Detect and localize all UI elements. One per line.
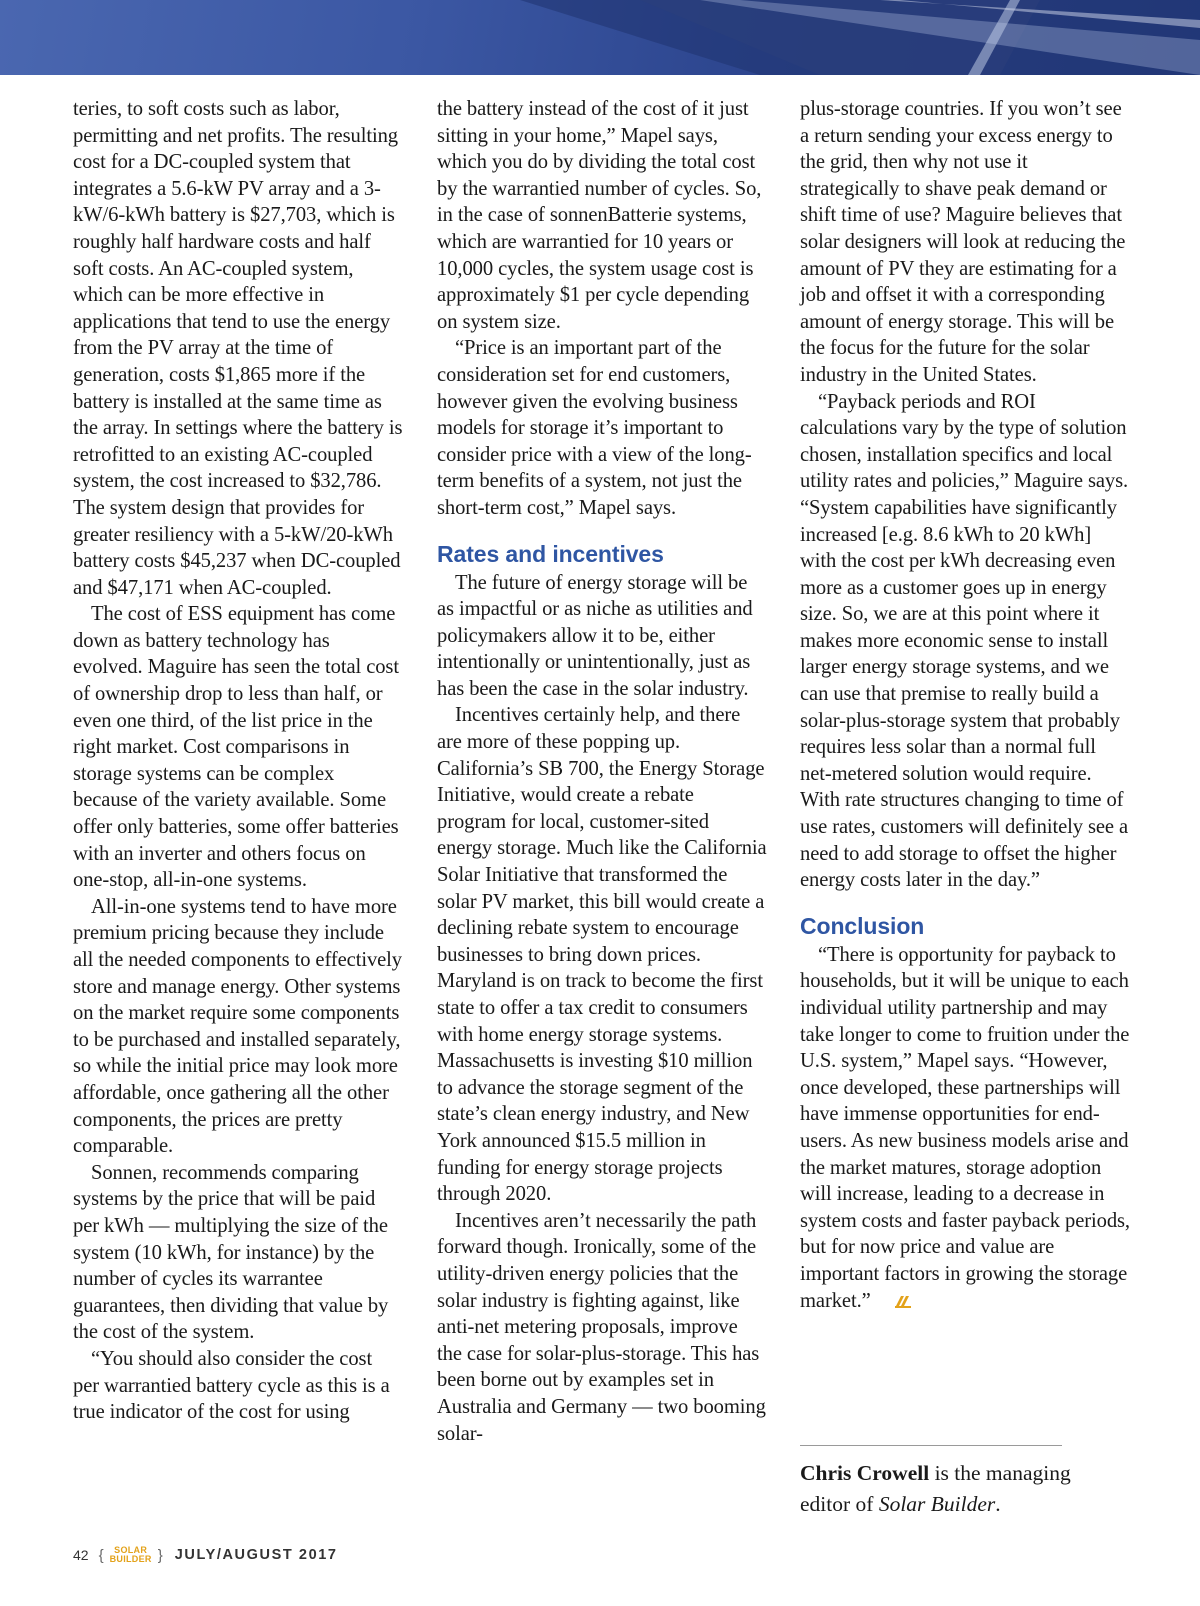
paragraph: teries, to soft costs such as labor, permitting and net profits. The resulting cost for a DC-coupled system that integrates a 5.6-kW PV array and a 3-kW/6-kWh battery is $27,703, which is roughly half hardware costs and half soft costs. An AC-coupled system, which can be more effective in applications that tend to use the energy from the PV array at the time of generation, costs $1,865 more if the battery is installed at the same time as the array. In settings where the battery is retrofitted to an existing AC-coupled system, the cost increased to $32,786. The system design that provides for greater resiliency with a 5-kW/20-kWh battery costs $45,237 when DC-coupled and $47,171 when AC-coupled. — [73, 98, 403, 599]
logo-line-2: BUILDER — [109, 1554, 152, 1564]
page-number: 42 — [73, 1547, 89, 1563]
section-heading-conclusion: Conclusion — [800, 912, 925, 939]
brace-left: { — [98, 1546, 104, 1564]
paragraph: Sonnen, recommends comparing systems by the price that will be paid per kWh — multiplying the size of the system (10 kWh, for instance) by the number of cycles its warrantee guarantees, then dividing that value by the cost of the system. — [73, 1161, 389, 1344]
article-column-2 — [437, 96, 767, 1447]
paragraph: The future of energy storage will be as impactful or as niche as utilities and policymakers allow it to be, either intentionally or unintentionally, just as has been the case in the solar industry. — [437, 571, 753, 700]
paragraph: “Price is an important part of the consideration set for end customers, however given the evolving business models for storage it’s important to consider price with a view of the long-term benefits of a system, not just the short-term cost,” Mapel says. — [437, 337, 752, 519]
paragraph-final — [800, 942, 1130, 1315]
article-column-1 — [73, 96, 403, 1426]
issue-date: JULY/AUGUST 2017 — [174, 1547, 338, 1563]
header-banner — [0, 0, 1200, 75]
logo-line-1: SOLAR — [114, 1545, 148, 1555]
paragraph-text: “There is opportunity for payback to households, but it will be unique to each individual utility partnership and may take longer to come to fruition under the U.S. system,” Mapel says. “However, once developed, these partnerships will have immense opportunities for end-users. As new business models arise and the market matures, storage adoption will increase, leading to a decrease in system costs and faster payback periods, but for now price and value are important factors in growing the storage market.” — [800, 943, 1130, 1312]
paragraph: “You should also consider the cost per warrantied battery cycle as this is a true indicator of the cost for using — [73, 1347, 390, 1424]
article-column-3 — [800, 96, 1130, 1315]
publication-name: Solar Builder — [878, 1492, 996, 1516]
bio-divider — [800, 1445, 1062, 1446]
paragraph: the battery instead of the cost of it just sitting in your home,” Mapel says, which you do by dividing the total cost by the warrantied number of cycles. So, in the case of sonnenBatterie systems, which are warrantied for 10 years or 10,000 cycles, the system usage cost is approximately $1 per cycle depending on system size. — [437, 98, 762, 333]
brace-right: } — [157, 1546, 163, 1564]
paragraph: “Payback periods and ROI calculations vary by the type of solution chosen, installation specifics and local utility rates and policies,” Maguire says. “System capabilities have significantly increased [e.g. 8.6 kWh to 20 kWh] with the cost per kWh decreasing even more as a customer goes up in energy size. So, we are at this point where it makes more economic sense to install larger energy storage systems, and we can use that premise to really build a solar-plus-storage system that probably requires less solar than a normal full net-metered solution would require. With rate structures changing to time of use rates, customers will definitely see a need to add storage to offset the higher energy costs later in the day.” — [800, 390, 1129, 892]
bio-text-end: . — [995, 1492, 1001, 1516]
paragraph: The cost of ESS equipment has come down as battery technology has evolved. Maguire has seen the total cost of ownership drop to less than half, or even one third, of the list price in the right market. Cost comparisons in storage systems can be complex because of the variety available. Some offer only batteries, some offer batteries with an inverter and others focus on one-stop, all-in-one systems. — [73, 603, 399, 892]
paragraph: plus-storage countries. If you won’t see a return sending your excess energy to the grid, then why not use it strategically to shave peak demand or shift time of use? Maguire believes that solar designers will look at reducing the amount of PV they are estimating for a job and offset it with a corresponding amount of energy storage. This will be the focus for the future for the solar industry in the United States. — [800, 98, 1126, 386]
author-bio — [800, 1458, 1120, 1520]
paragraph: All-in-one systems tend to have more premium pricing because they include all the needed components to effectively store and manage energy. Other systems on the market require some components to be purchased and installed separately, so while the initial price may look more affordable, once gathering all the other components, the prices are pretty comparable. — [73, 895, 402, 1158]
section-heading-rates: Rates and incentives — [437, 540, 664, 567]
page-footer — [73, 1545, 338, 1565]
paragraph: Incentives aren’t necessarily the path forward though. Ironically, some of the utility-driven energy policies that the solar industry is fighting against, like anti-net metering proposals, improve the case for solar-plus-storage. This has been borne out by examples set in Australia and Germany — two booming solar- — [437, 1209, 766, 1445]
author-name: Chris Crowell — [800, 1461, 930, 1485]
solar-builder-logo — [110, 1546, 152, 1564]
paragraph: Incentives certainly help, and there are more of these popping up. California’s SB 700, the Energy Storage Initiative, would create a rebate program for local, customer-sited energy storage. Much like the California Solar Initiative that transformed the solar PV market, this bill would create a declining rebate system to encourage businesses to bring down prices. Maryland is on track to become the first state to offer a tax credit to consumers with home energy storage systems. Massachusetts is investing $10 million to advance the storage segment of the state’s clean energy industry, and New York announced $15.5 million in funding for energy storage projects through 2020. — [437, 704, 767, 1206]
banner-graphic — [0, 0, 1200, 75]
end-mark-icon — [877, 1289, 911, 1316]
bio-text: is the managing editor of — [800, 1461, 1071, 1516]
